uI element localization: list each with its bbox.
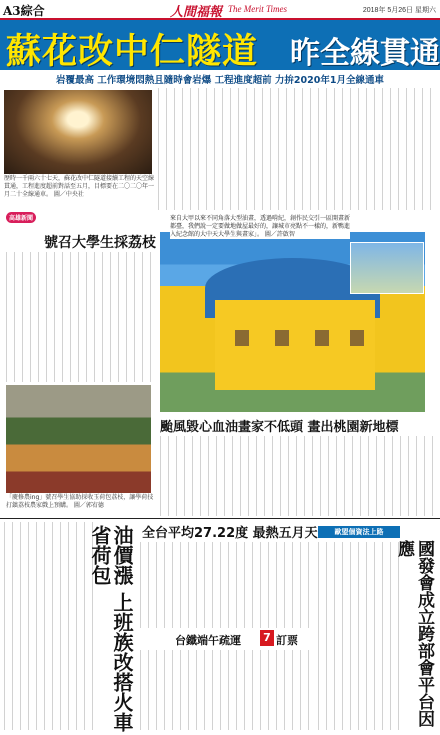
rail-headline-suffix: 訂票 <box>276 634 298 647</box>
inset-photo-painters <box>350 242 424 294</box>
tunnel-photo-caption: 歷時一千兩六十七天，蘇花改中仁隧道接續工程的天空線貫通，工程進度超前對話至五月，目標要在二〇二〇年一月二十全線通車。 圖／中央社 <box>4 175 155 198</box>
lychee-headline: 號召大學生採荔枝 <box>44 235 156 251</box>
platform-headline: 國發會成立跨部會平台因應 <box>394 540 434 727</box>
house-wall <box>215 300 375 390</box>
house-window <box>275 330 289 346</box>
oil-photo-caption: 來自大甲以來不同角落大型油畫，透過啃紀，創作民交引一區開畫新都臺，我們說一定要做地做屋最好的，讓城市亮點不一樣的，新鴨進入紀念館的大中天大學生與畫家」。 圖／許啟智 <box>170 215 351 238</box>
lychee-photo-caption: 「慶修農ing」號召學生協助採收玉荷包荔枝，讓學荷技打鎮荔枝農家戲上預購。 圖／郭宥德 <box>6 494 154 509</box>
tunnel-article-body <box>158 88 436 210</box>
lychee-section-badge: 高雄新聞 <box>6 212 36 223</box>
fuel-article-body <box>4 522 100 730</box>
fuel-headline: 油價漲 上班族改搭火車省荷包 <box>88 525 134 732</box>
heat-article-body <box>140 542 310 628</box>
section-label: A3綜合 <box>3 4 45 18</box>
newspaper-logo-english: The Merit Times <box>228 4 288 14</box>
heat-headline: 全台平均27.22度 最熱五月天 <box>142 526 318 541</box>
headline-main: 蘇花改中仁隧道 <box>6 32 259 72</box>
section-divider <box>0 518 440 519</box>
oil-painter-headline: 颱風毀心血油畫家不低頭 畫出桃園新地標 <box>160 420 399 435</box>
subheadline: 岩覆最高 工作環境悶熱且隨時會岩爆 工程進度超前 力拚2020年1月全線通車 <box>56 75 384 86</box>
tunnel-photo <box>4 90 152 174</box>
newspaper-logo: 人間福報 <box>170 5 223 20</box>
lychee-article-body <box>6 252 154 382</box>
oil-article-body <box>160 436 435 516</box>
lychee-photo <box>6 385 151 493</box>
issue-date: 2018年 5月26日 星期六 <box>362 7 436 14</box>
rail-date-badge: 7 <box>260 630 274 646</box>
rail-article-body <box>140 650 315 730</box>
house-window <box>350 330 364 346</box>
headline-secondary: 昨全線貫通 <box>290 36 440 71</box>
rail-headline: 台鐵端午疏運 <box>175 634 241 647</box>
gdpr-section-bar: 歐盟個資法上路 <box>318 526 400 538</box>
house-window <box>235 330 249 346</box>
gdpr-article-body <box>318 542 400 730</box>
house-window <box>315 330 329 346</box>
